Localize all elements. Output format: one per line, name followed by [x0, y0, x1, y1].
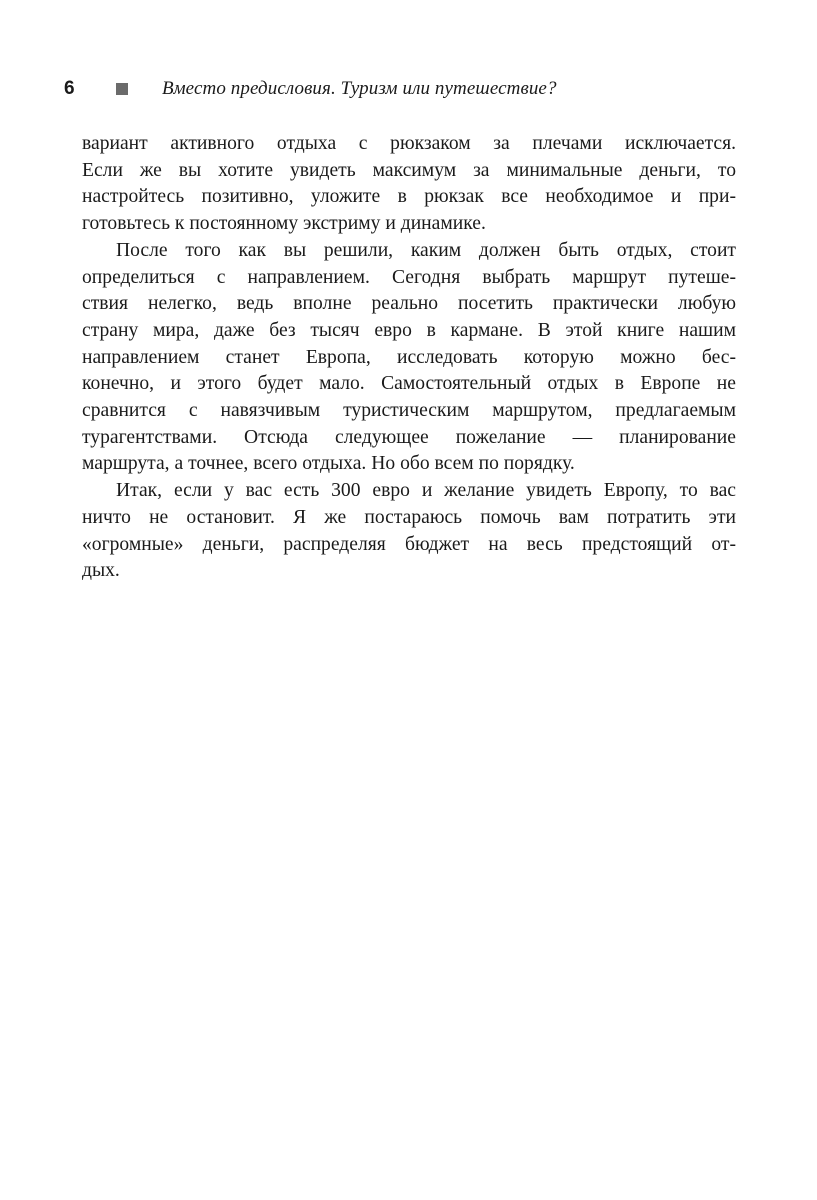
- text-line: Если же вы хотите увидеть максимум за минимальные деньги, то: [82, 159, 736, 181]
- text-line: дых.: [82, 560, 120, 582]
- text-line: сравнится с навязчивым туристическим маршрутом, предлагаемым: [82, 400, 736, 422]
- text-line: Итак, если у вас есть 300 евро и желание увидеть Европу, то вас: [116, 480, 736, 502]
- text-line: турагентствами. Отсюда следующее пожелание — планирование: [82, 426, 736, 448]
- header-square-bullet: [116, 83, 128, 95]
- chapter-title: Вместо предисловия. Туризм или путешествие?: [162, 78, 557, 99]
- page-number: 6: [64, 78, 75, 99]
- running-header: [64, 76, 754, 102]
- text-line: определиться с направлением. Сегодня выбрать маршрут путеше-: [82, 266, 736, 288]
- text-line: готовьтесь к постоянному экстриму и динамике.: [82, 213, 486, 235]
- text-line: После того как вы решили, каким должен быть отдых, стоит: [116, 239, 736, 261]
- paragraph-2: [82, 238, 736, 478]
- text-line: маршрута, а точнее, всего отдыха. Но обо всем по порядку.: [82, 453, 575, 475]
- text-line: настройтесь позитивно, уложите в рюкзак все необходимое и при-: [82, 186, 736, 208]
- text-line: ничто не остановит. Я же постараюсь помочь вам потратить эти: [82, 506, 736, 528]
- text-line: вариант активного отдыха с рюкзаком за плечами исключается.: [82, 133, 736, 154]
- text-line: страну мира, даже без тысяч евро в кармане. В этой книге нашим: [82, 319, 736, 341]
- text-line: «огромные» деньги, распределяя бюджет на весь предстоящий от-: [82, 533, 736, 555]
- text-line: ствия нелегко, ведь вполне реально посетить практически любую: [82, 293, 736, 315]
- text-line: конечно, и этого будет мало. Самостоятельный отдых в Европе не: [82, 373, 736, 395]
- body-text: [82, 131, 736, 585]
- paragraph-3: [82, 478, 736, 585]
- text-line: направлением станет Европа, исследовать которую можно бес-: [82, 346, 736, 368]
- paragraph-1: [82, 131, 736, 238]
